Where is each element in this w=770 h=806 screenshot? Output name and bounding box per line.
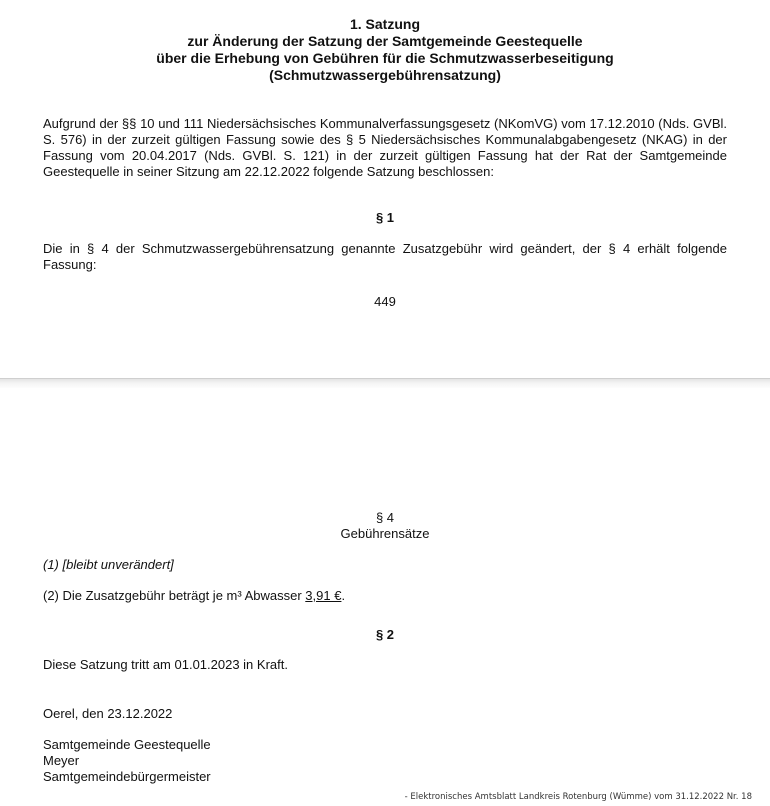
gazette-footer: - Elektronisches Amtsblatt Landkreis Rotenburg (Wümme) vom 31.12.2022 Nr. 18 <box>404 792 752 802</box>
preamble-paragraph: Aufgrund der §§ 10 und 111 Niedersächsisches Kommunalverfassungsgesetz (NKomVG) vom 17.12.2010 (Nds. GVBl. S. 576) in der zurzeit gültigen Fassung sowie des § 5 Niedersächsisches Kommunalabgabengesetz (NKAG) in der Fassung vom 20.04.2017 (Nds. GVBl. S. 121) in der zurzeit gültigen Fassung hat der Rat der Samtgemeinde Geestequelle in seiner Sitzung am 22.12.2022 folgende Satzung beschlossen: <box>43 116 727 179</box>
title-line-1: 1. Satzung <box>349 16 420 32</box>
title-line-3: über die Erhebung von Gebühren für die Schmutzwasserbeseitigung <box>156 50 614 66</box>
section-2-heading: § 2 <box>375 627 395 642</box>
section-4-subheading: Gebührensätze <box>340 526 430 541</box>
section-2-text: Diese Satzung tritt am 01.01.2023 in Kraft. <box>43 657 288 672</box>
section-4-item-2 <box>43 588 345 604</box>
page-number: 449 <box>374 294 396 309</box>
fee-amount: 3,91 € <box>305 588 342 603</box>
document-page-top <box>0 0 770 378</box>
section-4-item-1: (1) [bleibt unverändert] <box>43 557 174 572</box>
signature-org: Samtgemeinde Geestequelle <box>43 737 211 752</box>
title-line-4: (Schmutzwassergebührensatzung) <box>269 67 501 83</box>
signature-role: Samtgemeindebürgermeister <box>43 769 211 784</box>
place-date: Oerel, den 23.12.2022 <box>43 706 173 721</box>
section-4-heading: § 4 <box>375 510 395 525</box>
section-1-text: Die in § 4 der Schmutzwassergebührensatzung genannte Zusatzgebühr wird geändert, der § 4 erhält folgende Fassung: <box>43 241 727 272</box>
item-2-suffix: . <box>341 588 346 603</box>
signature-name: Meyer <box>43 753 80 768</box>
document-title <box>0 16 770 84</box>
item-2-prefix: (2) Die Zusatzgebühr beträgt je m³ Abwasser <box>43 588 306 603</box>
title-line-2: zur Änderung der Satzung der Samtgemeinde Geestequelle <box>187 33 583 49</box>
section-1-heading: § 1 <box>375 210 395 225</box>
